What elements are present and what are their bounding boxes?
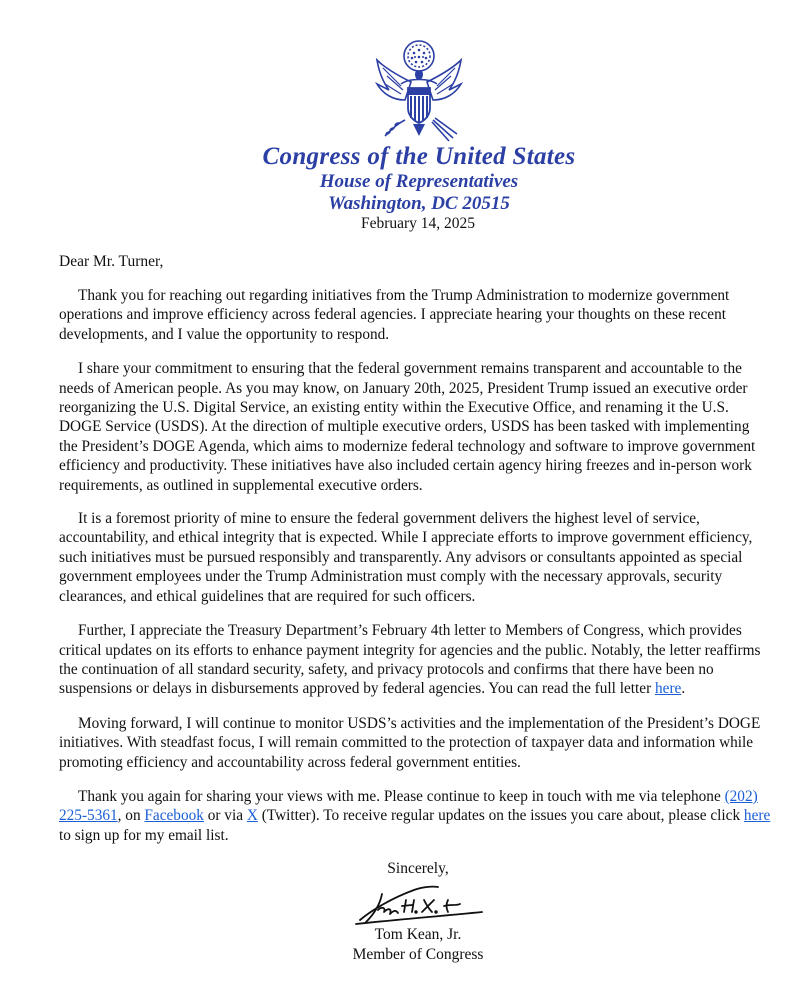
closing: Sincerely, [387, 860, 449, 877]
signature-icon [352, 880, 487, 928]
paragraph-6-text-b: , on [117, 807, 145, 825]
signer-name: Tom Kean, Jr. [374, 926, 462, 943]
paragraph-4 [59, 621, 771, 699]
us-great-seal-icon [371, 38, 467, 146]
letterhead-address: Washington, DC 20515 [328, 193, 510, 214]
paragraph-4-text: Further, I appreciate the Treasury Department’s February 4th letter to Members of Congress, which provides critical updates on its efforts to enhance payment integrity for agencies and the public. Notably, the letter reaffirms the continuation of all standard security, safety, and privacy protocols and confirms that there have been no suspensions or delays in disbursements approved by federal agencies. You can read the full letter [59, 622, 761, 698]
paragraph-6-text-a: Thank you again for sharing your views with me. Please continue to keep in touch with me via telephone [78, 787, 725, 805]
paragraph-6 [59, 787, 771, 845]
letterhead-chamber: House of Representatives [319, 171, 519, 192]
paragraph-6-text-c: or via [203, 807, 247, 825]
paragraph-2: I share your commitment to ensuring that the federal government remains transparent and accountable to the needs of American people. As you may know, on January 20th, 2025, President Trump issued an executive order reorganizing the U.S. Digital Service, an existing entity within the Executive Office, and renaming it the U.S. DOGE Service (USDS). At the direction of multiple executive orders, USDS has been tasked with implementing the President’s DOGE Agenda, which aims to modernize federal technology and software to improve government efficiency and productivity. These initiatives have also included certain agency hiring freezes and in-person work requirements, as outlined in supplemental executive orders. [59, 360, 756, 494]
x-twitter-link[interactable]: X [246, 807, 258, 825]
signer-title: Member of Congress [352, 945, 484, 963]
paragraph-5: Moving forward, I will continue to monitor USDS’s activities and the implementation of the President’s DOGE initiatives. With steadfast focus, I will remain committed to the protection of taxpayer data and information while promoting efficiency and accountability across federal government entities. [59, 714, 761, 771]
paragraph-4-end: . [681, 680, 686, 698]
letter-date: February 14, 2025 [360, 215, 476, 232]
paragraph-3: It is a foremost priority of mine to ensure the federal government delivers the highest level of service, accountability, and ethical integrity that is expected. While I appreciate efforts to improve government efficiency, such initiatives must be pursued responsibly and transparently. Any advisors or consultants appointed as special government employees under the Trump Administration must comply with the necessary approvals, security clearances, and ethical guidelines that are required for such officers. [59, 510, 753, 605]
paragraph-6-text-e: to sign up for my email list. [59, 826, 229, 844]
facebook-link[interactable]: Facebook [144, 807, 204, 825]
letterhead [0, 142, 811, 215]
treasury-letter-link[interactable]: here [655, 680, 682, 698]
paragraph-6-text-d: (Twitter). To receive regular updates on the issues you care about, please click [257, 807, 744, 825]
letterhead-title: Congress of the United States [262, 143, 576, 170]
phone-link[interactable]: (202) 225-5361 [59, 787, 758, 825]
email-signup-link[interactable]: here [743, 807, 771, 825]
paragraph-1: Thank you for reaching out regarding initiatives from the Trump Administration to modernize government operations and improve efficiency across federal agencies. I appreciate hearing your thoughts on these recent developments, and I value the opportunity to respond. [59, 287, 730, 343]
salutation: Dear Mr. Turner, [59, 253, 164, 270]
signer-block [0, 925, 811, 964]
letter-body [59, 286, 771, 860]
